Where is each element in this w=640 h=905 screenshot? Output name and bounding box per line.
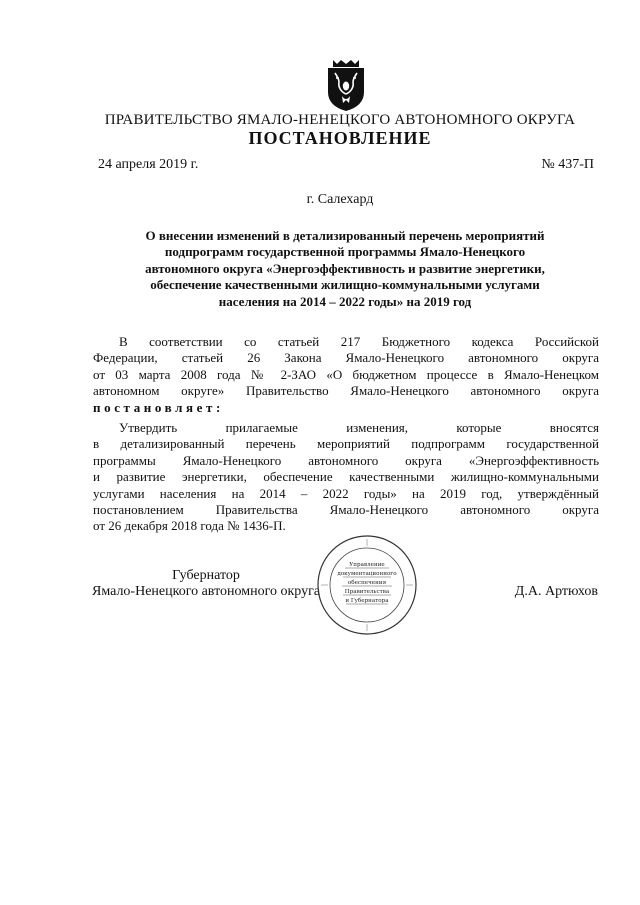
title-line: автономного округа «Энергоэффективность и развитие энергетики,: [145, 260, 545, 276]
stamp-text: обеспечения: [347, 580, 387, 586]
decision-line: в детализированный перечень мероприятий подпрограмм государственной: [93, 436, 599, 452]
stamp-text: документационного: [337, 571, 397, 577]
decision-line: и развитие энергетики, обеспечение качественными жилищно-коммунальными: [93, 469, 599, 485]
title-line: населения на 2014 – 2022 годы» на 2019 год: [218, 293, 472, 309]
decision-line: от 26 декабря 2018 года № 1436-П.: [93, 518, 286, 534]
signatory-title-line: Губернатор: [172, 568, 240, 583]
organization-name: ПРАВИТЕЛЬСТВО ЯМАЛО-НЕНЕЦКОГО АВТОНОМНОГО ОКРУГА: [104, 112, 576, 128]
document-type: ПОСТАНОВЛЕНИЕ: [248, 128, 432, 148]
preamble-paragraph: [93, 334, 599, 416]
decision-line: программы Ямало-Ненецкого автономного округа «Энергоэффективность: [93, 452, 599, 468]
decision-paragraph: [93, 420, 599, 535]
document-title: [100, 228, 590, 310]
stamp-text: Управление: [349, 562, 385, 568]
decision-line: постановлением Правительства Ямало-Ненецкого автономного округа: [93, 501, 599, 517]
decision-line: Утвердить прилагаемые изменения, которые вносятся: [119, 420, 599, 435]
preamble-line: от 03 марта 2008 года № 2-ЗАО «О бюджетном процессе в Ямало-Ненецком: [93, 366, 599, 382]
document-city: г. Салехард: [306, 192, 374, 207]
signatory-name: Д.А. Артюхов: [514, 584, 598, 599]
signatory-title: [92, 568, 320, 600]
stamp-text: и Губернатора: [345, 598, 389, 604]
preamble-line: автономном округе» Правительство Ямало-Ненецкого автономного округа: [93, 383, 599, 399]
title-line: обеспечение качественными жилищно-коммунальными услугами: [150, 277, 540, 293]
decision-line: услугами населения на 2014 – 2022 годы» на 2019 год, утверждённый: [93, 485, 599, 501]
document-date: 24 апреля 2019 г.: [98, 157, 199, 172]
deer-coat-of-arms-icon: [325, 58, 367, 112]
official-stamp: [315, 533, 419, 637]
stamp-text: Правительства: [344, 589, 390, 595]
document-number: № 437-П: [541, 157, 594, 172]
title-line: подпрограмм государственной программы Ямало-Ненецкого: [164, 244, 526, 260]
preamble-line: В соответствии со статьей 217 Бюджетного кодекса Российской: [119, 334, 599, 349]
title-line: О внесении изменений в детализированный перечень мероприятий: [145, 228, 545, 243]
preamble-line: Федерации, статьей 26 Закона Ямало-Ненецкого автономного округа: [93, 350, 599, 366]
signatory-title-line: Ямало-Ненецкого автономного округа: [92, 584, 321, 599]
resolves-word: постановляет:: [93, 399, 224, 415]
